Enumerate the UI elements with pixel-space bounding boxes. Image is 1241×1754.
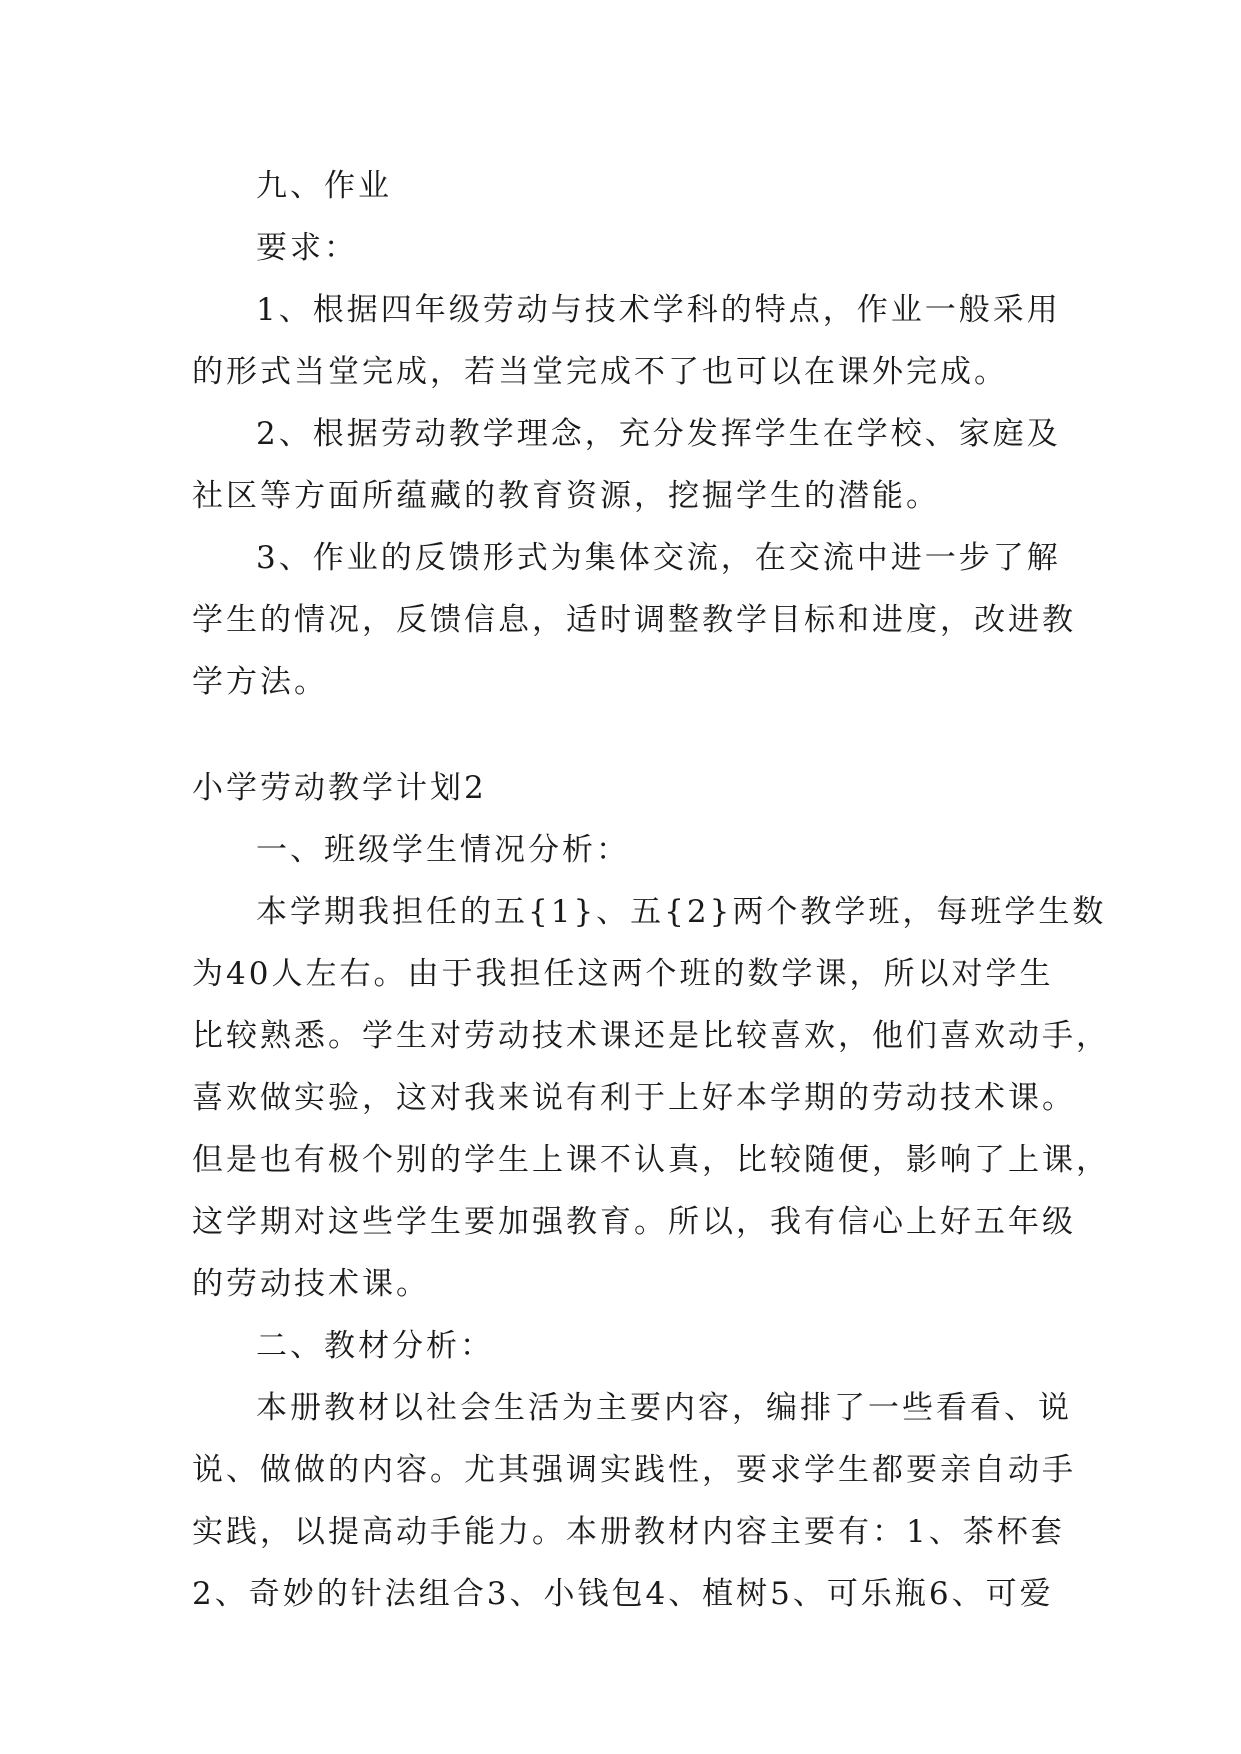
paragraph-line: 学生的情况，反馈信息，适时调整教学目标和进度，改进教 [192, 602, 1076, 638]
paragraph-line: 要求： [256, 230, 358, 266]
section-heading-homework: 九、作业 [256, 168, 392, 204]
section-heading-class-analysis: 一、班级学生情况分析： [256, 832, 630, 868]
paragraph-line: 喜欢做实验，这对我来说有利于上好本学期的劳动技术课。 [192, 1080, 1076, 1116]
document-title: 小学劳动教学计划2 [192, 770, 487, 806]
paragraph-line: 说、做做的内容。尤其强调实践性，要求学生都要亲自动手 [192, 1452, 1076, 1488]
paragraph-line: 社区等方面所蕴藏的教育资源，挖掘学生的潜能。 [192, 478, 940, 514]
paragraph-line: 本学期我担任的五{1}、五{2}两个教学班，每班学生数 [256, 894, 1107, 930]
paragraph-line: 2、奇妙的针法组合3、小钱包4、植树5、可乐瓶6、可爱 [192, 1576, 1054, 1612]
paragraph-line: 学方法。 [192, 664, 328, 700]
paragraph-line: 2、根据劳动教学理念，充分发挥学生在学校、家庭及 [256, 416, 1061, 452]
paragraph-line: 1、根据四年级劳动与技术学科的特点，作业一般采用 [256, 292, 1061, 328]
section-heading-textbook-analysis: 二、教材分析： [256, 1328, 494, 1364]
paragraph-line: 的劳动技术课。 [192, 1266, 430, 1302]
paragraph-line: 比较熟悉。学生对劳动技术课还是比较喜欢，他们喜欢动手， [192, 1018, 1110, 1054]
paragraph-line: 这学期对这些学生要加强教育。所以，我有信心上好五年级 [192, 1204, 1076, 1240]
paragraph-line: 本册教材以社会生活为主要内容，编排了一些看看、说 [256, 1390, 1072, 1426]
paragraph-line: 为40人左右。由于我担任这两个班的数学课，所以对学生 [192, 956, 1054, 992]
paragraph-line: 的形式当堂完成，若当堂完成不了也可以在课外完成。 [192, 354, 1008, 390]
paragraph-line: 实践，以提高动手能力。本册教材内容主要有：1、茶杯套 [192, 1514, 1065, 1550]
paragraph-line: 但是也有极个别的学生上课不认真，比较随便，影响了上课， [192, 1142, 1110, 1178]
paragraph-line: 3、作业的反馈形式为集体交流，在交流中进一步了解 [256, 540, 1061, 576]
